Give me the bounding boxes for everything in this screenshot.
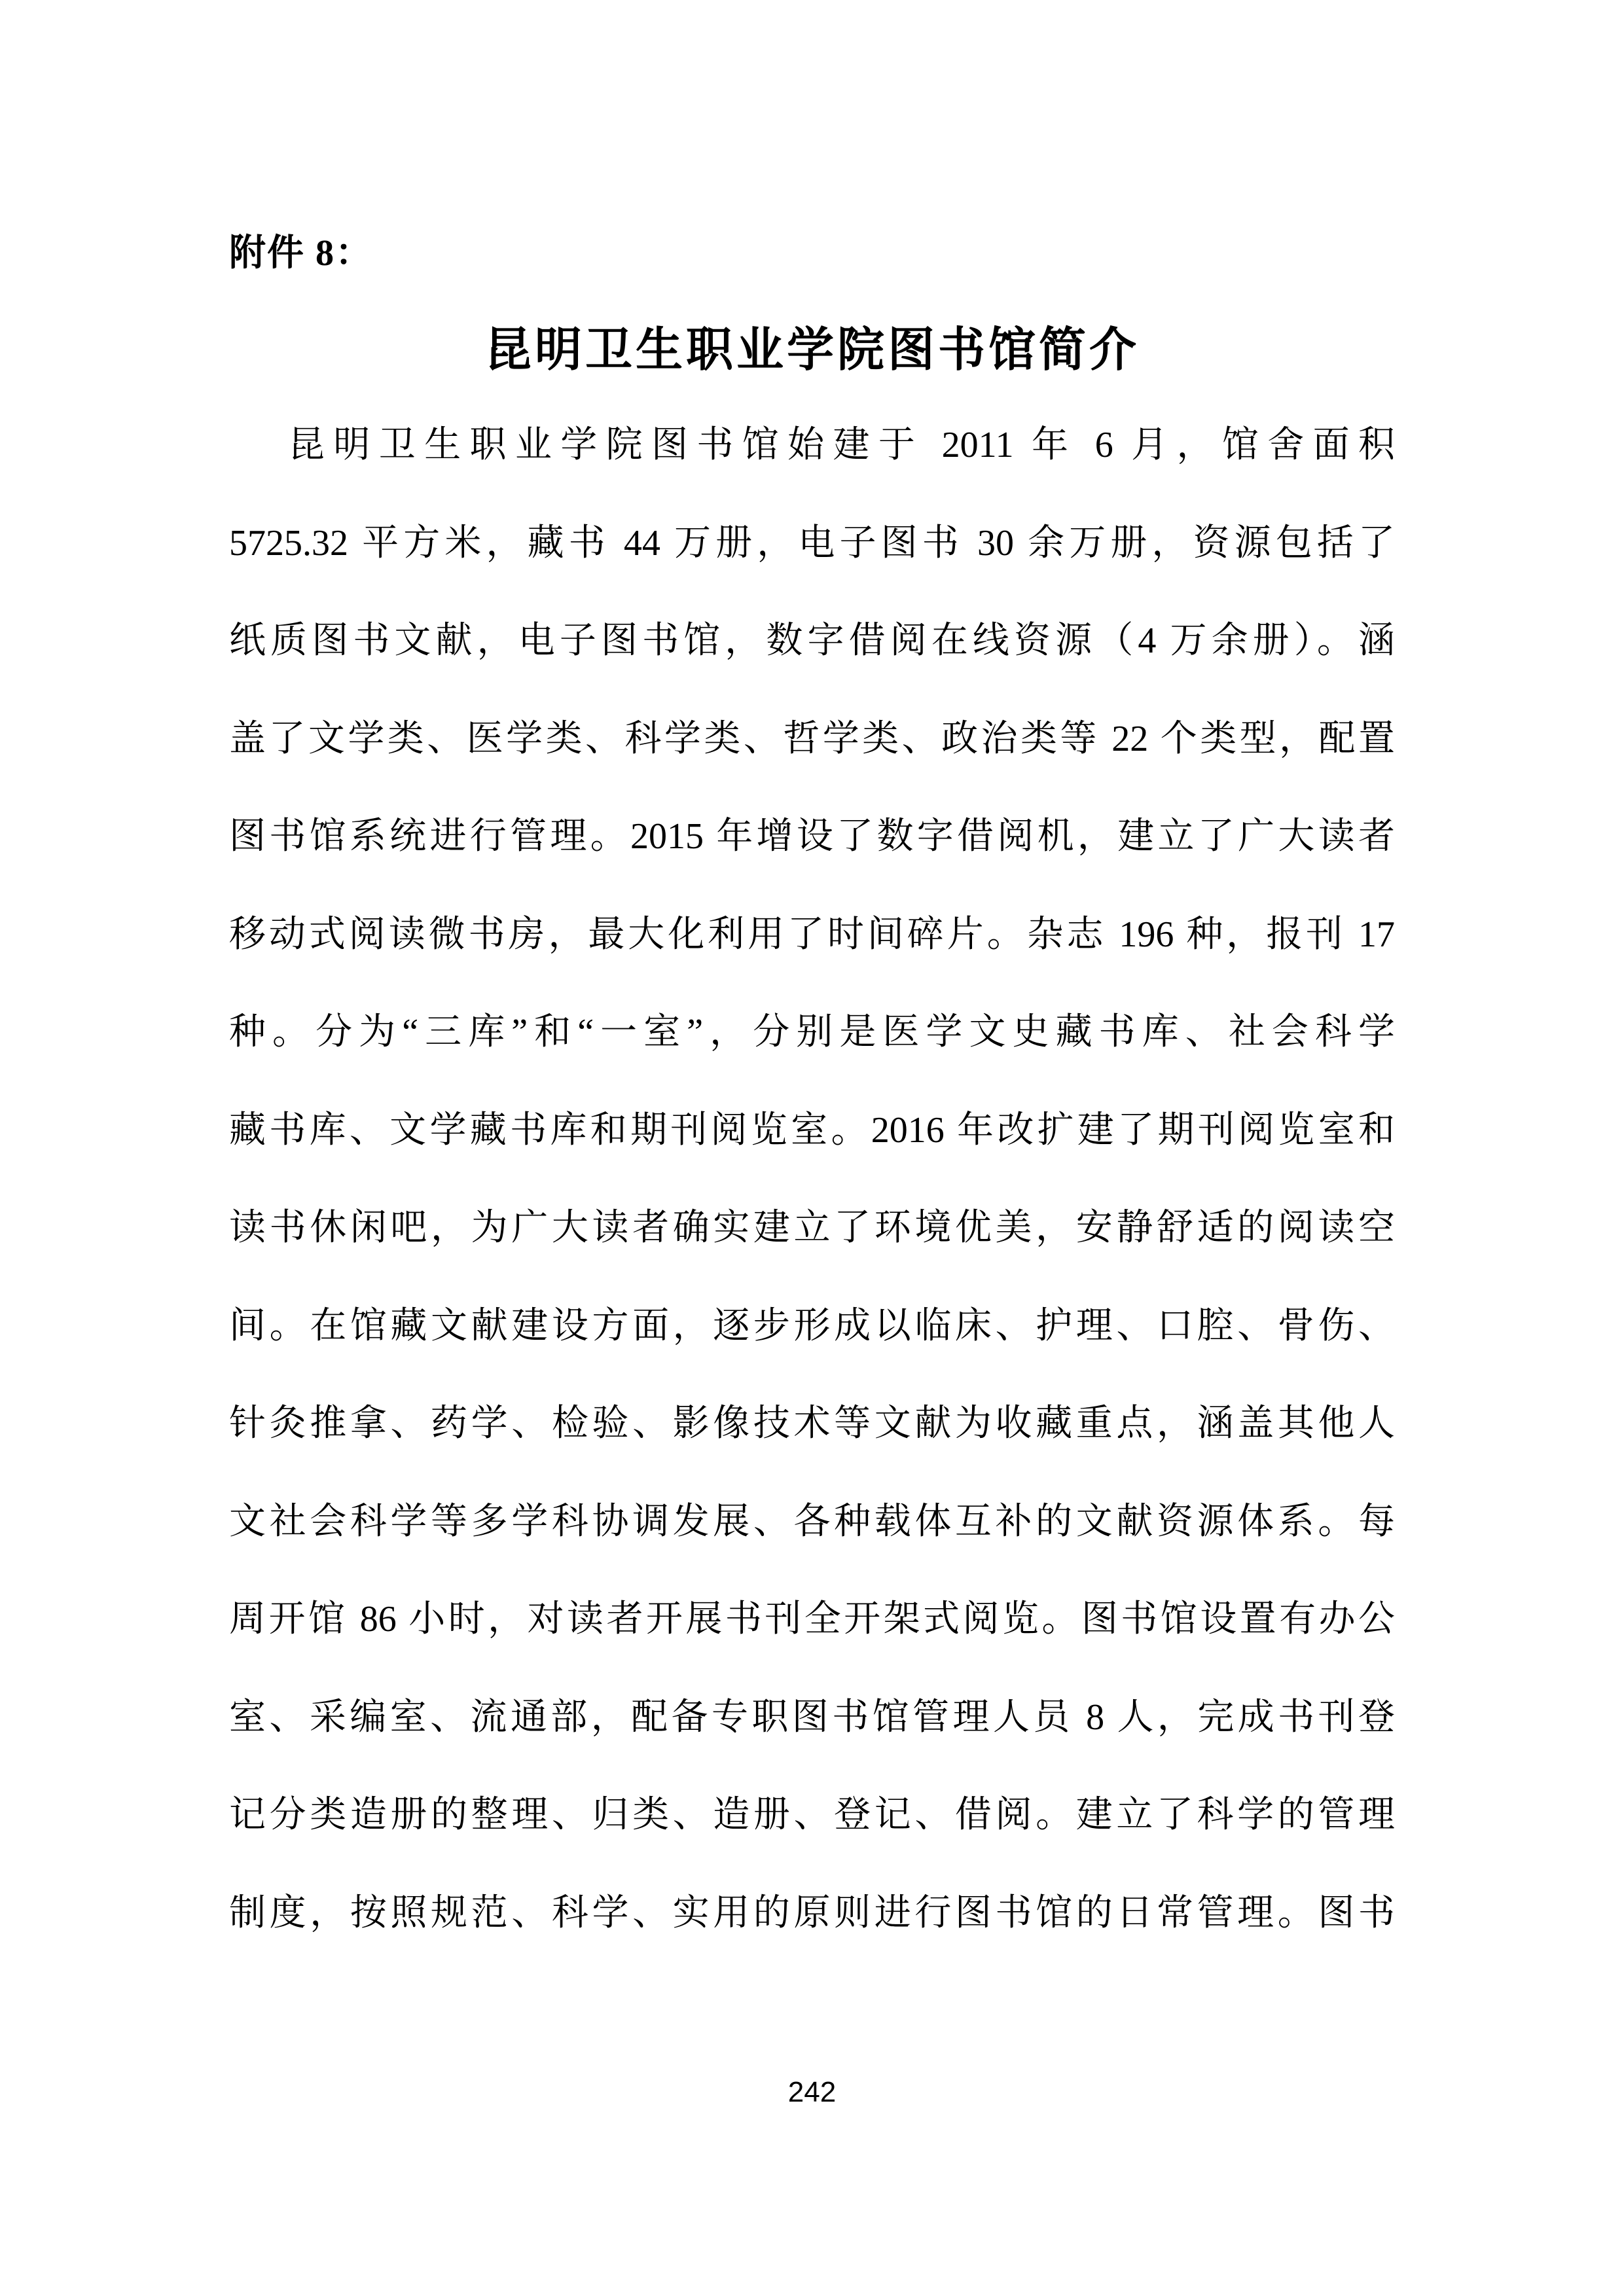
paragraph-line: 文社会科学等多学科协调发展、各种载体互补的文献资源体系。每	[229, 1501, 1395, 1542]
document-title: 昆明卫生职业学院图书馆简介	[484, 324, 1140, 376]
paragraph-line: 5725.32 平方米，藏书 44 万册，电子图书 30 余万册，资源包括了	[229, 522, 1395, 564]
paragraph-line: 室、采编室、流通部，配备专职图书馆管理人员 8 人，完成书刊登	[229, 1696, 1395, 1738]
paragraph-line: 周开馆 86 小时，对读者开展书刊全开架式阅览。图书馆设置有办公	[229, 1599, 1395, 1640]
page-footer	[0, 2076, 1624, 2109]
attachment-label: 附件 8：	[229, 233, 373, 274]
paragraph-line: 藏书库、文学藏书库和期刊阅览室。2016 年改扩建了期刊阅览室和	[229, 1109, 1395, 1151]
paragraph-line: 昆明卫生职业学院图书馆始建于 2011 年 6 月，馆舍面积	[288, 425, 1395, 465]
paragraph-line: 移动式阅读微书房，最大化利用了时间碎片。杂志 196 种，报刊 17	[229, 914, 1395, 955]
paragraph-line: 间。在馆藏文献建设方面，逐步形成以临床、护理、口腔、骨伤、	[229, 1305, 1395, 1346]
paragraph-line: 种。分为“三库”和“一室”，分别是医学文史藏书库、社会科学	[229, 1012, 1395, 1052]
body-paragraph	[229, 397, 1395, 1962]
paragraph-line: 图书馆系统进行管理。2015 年增设了数字借阅机，建立了广大读者	[229, 816, 1395, 857]
paragraph-line: 针灸推拿、药学、检验、影像技术等文献为收藏重点，涵盖其他人	[229, 1403, 1395, 1444]
paragraph-line: 读书休闲吧，为广大读者确实建立了环境优美，安静舒适的阅读空	[229, 1208, 1395, 1248]
page-number: 242	[787, 2076, 837, 2108]
paragraph-line: 制度，按照规范、科学、实用的原则进行图书馆的日常管理。图书	[229, 1892, 1395, 1933]
paragraph-line: 盖了文学类、医学类、科学类、哲学类、政治类等 22 个类型，配置	[229, 718, 1395, 759]
paragraph-line: 记分类造册的整理、归类、造册、登记、借阅。建立了科学的管理	[229, 1795, 1395, 1835]
paragraph-line: 纸质图书文献，电子图书馆，数字借阅在线资源（4 万余册）。涵	[229, 620, 1395, 661]
